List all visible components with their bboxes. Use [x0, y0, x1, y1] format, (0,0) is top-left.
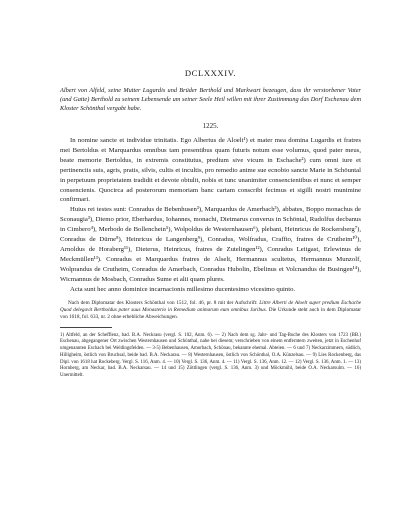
footnotes: 1) Altfeld, an der Schefflenz, bad. B.A. Neckrasu (vergl. S. 102, Anm. 6). — 2) Nach dem sg. Jahr- und Tag-Buche des Klosters von 1723 (BB.) Eschenau, abgegangener Ort zwischen Westernhausen und Schönthal, nahe bei diesem; verschrieben von einem entferntern zweiten, jetzt in Eschenhof umgenannten Eschach bei Weldingsfelden. — 3-5) Bebenhausen, Amorbach, Schönau, bekannte ehemal. Abteien. — 6 und 7) Neckarzimmern, südlich, Hilligheim, östlich von Bruchsal, beide bad. B.A. Neckarau. — 8) Westernhausen, östlich von Schönthal, O.A. Künzelsau. — 9) Lies Rockenberg, das Dipl. von 1618 hat Rockeberg. Vergl. S. 116, Anm. 4. — 10) Vergl. S. 136, Anm. 4. — 11) Vergl. S. 136, Anm. 12. — 12) Vergl. S. 136, Anm. 1. — 13) Hornberg, am Neckar, bad. B.A. Neckarsau. — 14 und 15) Zöttlingen (vergl. S. 136, Anm. 3) und Möckmühl, beide O.A. Neckarsulm. — 16) Unermittelt. — [60, 332, 361, 378]
charter-witnesses-paragraph: Huius rei testes sunt: Conradus de Bebenhusen³), Marquardus de Amerbach³), abbates, Boppo monachus de Sconaugia³), Diemo prior, Eberhardus, Iohannes, monachi, Dietmarus converus in Schöntal, Rudolfus decbanus in Cimbero⁴), Merbodo de Bollenchein⁵), Wolpoldus de Westernhausen⁶), plebani, Heinricus de Rockersberg⁷), Conradus de Dürne⁸), Heinricus de Langenberg⁹), Conradus, Wolfradus, Craffto, fratres de Crutheim¹⁰), Arnoldus de Horaberg¹¹), Dieterus, Heinricus, fratres de Zutelingen¹²), Conradus Leitgast, Erlewinus de Meckmüllen¹³). Conradus et Marquardus fratres de Alselt, Hermannus scultetus, Hermannus Munzolf, Wolprandus de Crutheim, Conradus de Amerbach, Conradus Hubolin, Ebelinus et Volcnandus de Busingen¹⁴), Wicmannus de Mosbach, Conradus Sume et alii quam plures. — [60, 206, 361, 283]
document-summary: Albert von Alfeld, seine Mutter Lugardis und Brüder Berthold und Markwart bezeugen, dass ihr verstorbener Vater (und Gatte) Berthold zu seinem Lebensende um seiner Seele Heil willen mit ihrer Zustimmung das Dorf Eschenau dem Kloster Schönthal vergabt habe. — [60, 87, 361, 112]
charter-paragraph-1: In nomine sancte et individue trinitatis. Ego Albertus de Aloelt¹) et mater mea domina Lugardis et fratres mei Bertoldus et Marquardus omnibus tam presentibus quam futuris notum esse volumus, quod pater meus, beate memorie Bertoldus, in extremis constitutus, predium sive vicum in Eschache²) cum omni iure et pertinenciis suis, agris, pratis, silvis, cultis et incultis, pro remedio anime sue ecnobio sancte Marie in Schöuntal in perpetuum proprietatem tradidit et devote obtulit, nobis et tunc unanimiter consencientibus et nunc et semper consencienis. Quocirca ad posterorum memoriam banc cartam conscribi fecimus et sigilli nostri munimine confirmari. — [60, 137, 361, 204]
document-year: 1225. — [202, 122, 219, 130]
source-note — [60, 300, 361, 321]
charter-dating-clause: Acta sunt hec anno dominice incarnacionis millesimo ducentesimo vicesimo quinto. — [70, 285, 296, 293]
document-number: DCLXXXIV. — [184, 68, 237, 78]
footnote-separator — [60, 327, 112, 328]
source-note-inscription: Littre Alberti de Aloelt super predium Eschache Quod delegavit Bertholdus pater suus Monasterio in Remedium animarum eum omnibus Juribus. — [60, 299, 361, 313]
source-note-plain: Nach dem Diplomatar des Klosters Schönthal von 1512, fol. 46, pr. 8 mit der Aufschrift: — [68, 299, 260, 306]
source-note-tail: Die Urkunde steht auch in dem Diplomatar von 1618, fol. 633, nr. 2 ohne erhebliche Abweichungen. — [60, 306, 361, 320]
